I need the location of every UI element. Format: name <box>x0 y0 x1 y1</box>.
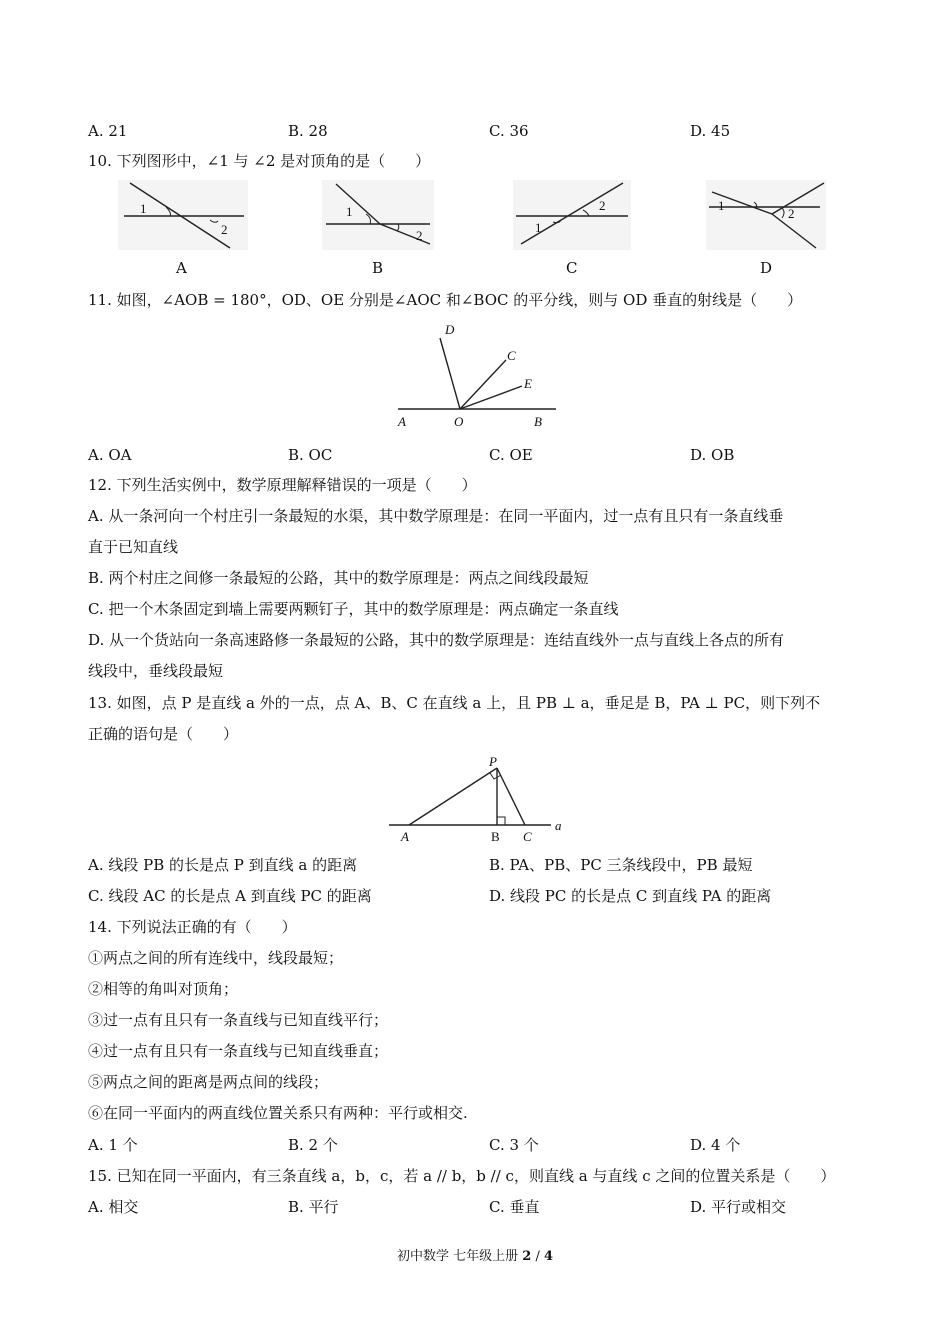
page-footer <box>0 1245 950 1264</box>
q10-figure-c <box>513 180 631 250</box>
q13-figure <box>385 752 575 848</box>
q11-point-b: B <box>534 414 542 429</box>
q13-point-a: A <box>401 829 409 844</box>
q10-d-angle1-label: 1 <box>718 198 725 213</box>
q13-stem-line2: 正确的语句是（ ） <box>88 725 239 743</box>
q12-option-c: C. 把一个木条固定到墙上需要两颗钉子，其中的数学原理是：两点确定一条直线 <box>88 600 619 618</box>
q13-option-c: C. 线段 AC 的长是点 A 到直线 PC 的距离 <box>88 887 372 905</box>
q10-b-angle2-label: 2 <box>416 228 423 243</box>
q10-label-d: D <box>760 259 773 277</box>
q14-option-d: D. 4 个 <box>690 1136 741 1154</box>
q11-point-d: D <box>445 322 455 337</box>
footer-total-pages: 4 <box>543 1249 554 1264</box>
q11-option-a: A. OA <box>88 446 132 464</box>
q13-point-c: C <box>523 829 532 844</box>
q12-option-d-line2: 线段中，垂线段最短 <box>88 662 224 680</box>
q14-item-5: ⑤两点之间的距离是两点间的线段； <box>88 1073 329 1091</box>
q12-option-a-line2: 直于已知直线 <box>88 538 179 556</box>
q10-stem: 10. 下列图形中，∠1 与 ∠2 是对顶角的是（ ） <box>88 152 431 170</box>
footer-text: 初中数学 七年级上册 <box>396 1249 519 1264</box>
q10-b-angle1-label: 1 <box>346 204 353 219</box>
q12-option-a-line1: A. 从一条河向一个村庄引一条最短的水渠，其中数学原理是：在同一平面内，过一点有且只有一条直线垂 <box>88 507 784 525</box>
q14-option-a: A. 1 个 <box>88 1136 138 1154</box>
q13-option-b: B. PA、PB、PC 三条线段中，PB 最短 <box>489 856 753 874</box>
q10-c-angle2-label: 2 <box>599 198 606 213</box>
q10-d-angle2-label: 2 <box>788 206 795 221</box>
q15-stem: 15. 已知在同一平面内，有三条直线 a，b，c，若 a // b，b // c，则直线 a 与直线 c 之间的位置关系是（ ） <box>88 1167 836 1185</box>
q10-a-angle1-label: 1 <box>140 201 147 216</box>
q11-option-c: C. OE <box>489 446 533 464</box>
footer-separator: / <box>531 1249 544 1264</box>
q9-option-a: A. 21 <box>88 122 128 140</box>
q14-item-3: ③过一点有且只有一条直线与已知直线平行； <box>88 1011 389 1029</box>
q14-option-b: B. 2 个 <box>288 1136 338 1154</box>
q10-label-a: A <box>176 259 187 277</box>
q10-c-angle1-label: 1 <box>535 220 542 235</box>
q11-option-b: B. OC <box>288 446 333 464</box>
q11-point-c: C <box>507 348 516 363</box>
q13-point-p: P <box>489 754 497 769</box>
q13-point-b: B <box>491 829 500 844</box>
q11-figure <box>392 318 562 434</box>
q14-item-1: ①两点之间的所有连线中，线段最短； <box>88 949 344 967</box>
footer-page-number: 2 <box>522 1249 532 1264</box>
q15-option-a: A. 相交 <box>88 1198 139 1216</box>
q10-label-b: B <box>372 259 384 277</box>
q14-item-6: ⑥在同一平面内的两直线位置关系只有两种：平行或相交. <box>88 1104 468 1122</box>
q10-figure-d <box>706 180 826 250</box>
q11-point-e: E <box>524 376 532 391</box>
q11-option-d: D. OB <box>690 446 735 464</box>
q11-point-o: O <box>454 414 464 429</box>
q13-stem-line1: 13. 如图，点 P 是直线 a 外的一点，点 A、B、C 在直线 a 上，且 PB ⊥ a，垂足是 B，PA ⊥ PC，则下列不 <box>88 694 821 712</box>
q9-option-c: C. 36 <box>489 122 529 140</box>
q14-option-c: C. 3 个 <box>489 1136 539 1154</box>
q13-option-a: A. 线段 PB 的长是点 P 到直线 a 的距离 <box>88 856 358 874</box>
q12-option-d-line1: D. 从一个货站向一条高速路修一条最短的公路，其中的数学原理是：连结直线外一点与直线上各点的所有 <box>88 631 785 649</box>
q10-label-c: C <box>566 259 578 277</box>
q11-stem: 11. 如图，∠AOB = 180°，OD、OE 分别是∠AOC 和∠BOC 的平分线，则与 OD 垂直的射线是（ ） <box>88 291 803 309</box>
q10-figure-b <box>322 180 434 250</box>
q13-option-d: D. 线段 PC 的长是点 C 到直线 PA 的距离 <box>489 887 772 905</box>
q15-option-d: D. 平行或相交 <box>690 1198 787 1216</box>
q13-line-a: a <box>555 818 562 833</box>
q14-item-4: ④过一点有且只有一条直线与已知直线垂直； <box>88 1042 389 1060</box>
q14-item-2: ②相等的角叫对顶角； <box>88 980 239 998</box>
q12-option-b: B. 两个村庄之间修一条最短的公路，其中的数学原理是：两点之间线段最短 <box>88 569 589 587</box>
q9-option-d: D. 45 <box>690 122 731 140</box>
q10-a-angle2-label: 2 <box>221 222 228 237</box>
q14-stem: 14. 下列说法正确的有（ ） <box>88 918 297 936</box>
q10-figure-a <box>118 180 248 250</box>
q12-stem: 12. 下列生活实例中，数学原理解释错误的一项是（ ） <box>88 476 477 494</box>
q15-option-b: B. 平行 <box>288 1198 339 1216</box>
q9-option-b: B. 28 <box>288 122 328 140</box>
q11-point-a: A <box>398 414 406 429</box>
q15-option-c: C. 垂直 <box>489 1198 540 1216</box>
